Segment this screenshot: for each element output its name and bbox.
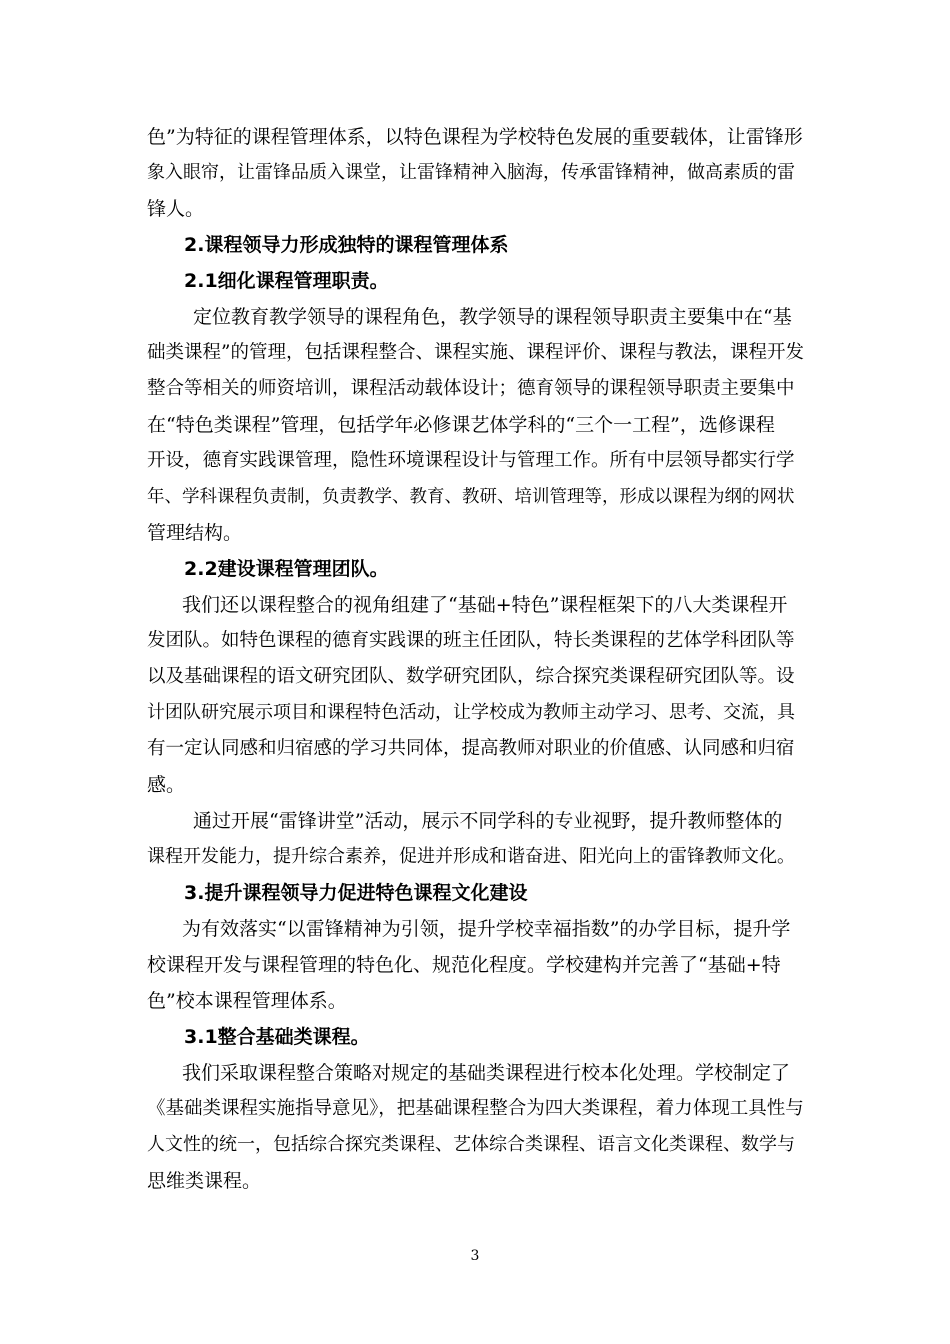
section-heading: 2.课程领导力形成独特的课程管理体系 bbox=[184, 234, 509, 256]
body-text-line: 人文性的统一，包括综合探究类课程、艺体综合类课程、语言文化类课程、数学与 bbox=[147, 1134, 795, 1155]
body-text-line: 以及基础课程的语文研究团队、数学研究团队，综合探究类课程研究团队等。设 bbox=[147, 666, 795, 687]
body-text-line: 发团队。如特色课程的德育实践课的班主任团队，特长类课程的艺体学科团队等 bbox=[147, 630, 795, 651]
body-text-line: 感。 bbox=[147, 774, 186, 796]
body-text-line: 计团队研究展示项目和课程特色活动，让学校成为教师主动学习、思考、交流，具 bbox=[147, 702, 795, 723]
body-text-line: 为有效落实“以雷锋精神为引领，提升学校幸福指数”的办学目标，提升学 bbox=[182, 918, 791, 940]
body-text-line: 整合等相关的师资培训，课程活动载体设计；德育领导的课程领导职责主要集中 bbox=[147, 378, 795, 399]
body-text-line: 色”校本课程管理体系。 bbox=[147, 990, 347, 1012]
body-text-line: 《基础类课程实施指导意见》，把基础课程整合为四大类课程，着力体现工具性与 bbox=[147, 1098, 804, 1119]
body-text-line: 我们采取课程整合策略对规定的基础类课程进行校本化处理。学校制定了 bbox=[182, 1062, 791, 1084]
body-text-line: 课程开发能力，提升综合素养，促进并形成和谐奋进、阳光向上的雷锋教师文化。 bbox=[147, 846, 795, 867]
body-text-line: 我们还以课程整合的视角组建了“基础+特色”课程框架下的八大类课程开 bbox=[182, 594, 788, 616]
body-text-line: 色”为特征的课程管理体系，以特色课程为学校特色发展的重要载体，让雷锋形 bbox=[147, 126, 803, 148]
body-text-line: 有一定认同感和归宿感的学习共同体，提高教师对职业的价值感、认同感和归宿 bbox=[147, 738, 795, 759]
body-text-line: 象入眼帘，让雷锋品质入课堂，让雷锋精神入脑海，传承雷锋精神，做高素质的雷 bbox=[147, 162, 795, 183]
body-text-line: 校课程开发与课程管理的特色化、规范化程度。学校建构并完善了“基础+特 bbox=[147, 954, 781, 976]
page-number: 3 bbox=[470, 1248, 480, 1264]
body-text-line: 通过开展“雷锋讲堂”活动，展示不同学科的专业视野，提升教师整体的 bbox=[193, 810, 783, 832]
body-text-line: 定位教育教学领导的课程角色，教学领导的课程领导职责主要集中在“基 bbox=[193, 306, 792, 328]
body-text-line: 锋人。 bbox=[147, 198, 205, 220]
body-text-line: 础类课程”的管理，包括课程整合、课程实施、课程评价、课程与教法，课程开发 bbox=[147, 342, 804, 363]
subsection-heading: 2.1细化课程管理职责。 bbox=[184, 270, 389, 292]
body-text-line: 思维类课程。 bbox=[147, 1170, 262, 1192]
subsection-heading: 3.1整合基础类课程。 bbox=[184, 1026, 370, 1048]
body-text-line: 在“特色类课程”管理，包括学年必修课艺体学科的“三个一工程”，选修课程 bbox=[147, 414, 775, 436]
body-text-line: 开设，德育实践课管理，隐性环境课程设计与管理工作。所有中层领导都实行学 bbox=[147, 450, 795, 471]
body-text-line: 管理结构。 bbox=[147, 522, 243, 544]
subsection-heading: 2.2建设课程管理团队。 bbox=[184, 558, 389, 580]
section-heading: 3.提升课程领导力促进特色课程文化建设 bbox=[184, 882, 528, 904]
body-text-line: 年、学科课程负责制，负责教学、教育、教研、培训管理等，形成以课程为纲的网状 bbox=[147, 487, 795, 507]
